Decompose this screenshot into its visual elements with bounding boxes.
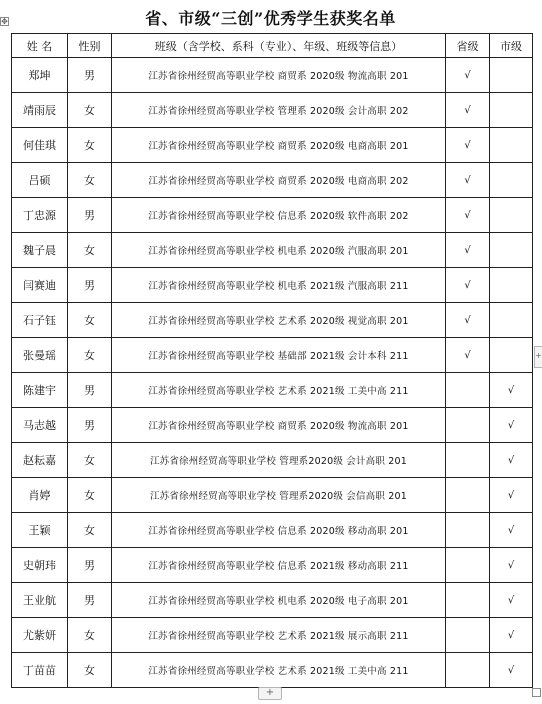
- table-row: [12, 653, 533, 688]
- cell-gender[interactable]: 女: [68, 618, 112, 653]
- table-row: [12, 303, 533, 338]
- table-row: [12, 268, 533, 303]
- cell-name[interactable]: 丁苗苗: [12, 653, 68, 688]
- cell-gender[interactable]: 男: [68, 548, 112, 583]
- cell-name[interactable]: 石子钰: [12, 303, 68, 338]
- cell-city-check[interactable]: [490, 58, 533, 93]
- cell-provincial-check[interactable]: [446, 618, 490, 653]
- table-row: [12, 163, 533, 198]
- cell-city-check[interactable]: [490, 303, 533, 338]
- cell-name[interactable]: 尤紫妍: [12, 618, 68, 653]
- cell-gender[interactable]: 女: [68, 233, 112, 268]
- table-resize-handle[interactable]: [532, 688, 541, 697]
- table-row: [12, 513, 533, 548]
- cell-name[interactable]: 王颖: [12, 513, 68, 548]
- cell-name[interactable]: 闫赛迪: [12, 268, 68, 303]
- cell-class-info[interactable]: 江苏省徐州经贸高等职业学校 机电系 2020级 汽服高职 201: [112, 233, 446, 268]
- cell-class-info[interactable]: 江苏省徐州经贸高等职业学校 基础部 2021级 会计本科 211: [112, 338, 446, 373]
- cell-provincial-check[interactable]: √: [446, 128, 490, 163]
- cell-city-check[interactable]: √: [490, 653, 533, 688]
- cell-name[interactable]: 何佳琪: [12, 128, 68, 163]
- table-row: [12, 618, 533, 653]
- cell-class-info[interactable]: 江苏省徐州经贸高等职业学校 信息系 2021级 移动高职 211: [112, 548, 446, 583]
- cell-city-check[interactable]: [490, 163, 533, 198]
- cell-class-info[interactable]: 江苏省徐州经贸高等职业学校 管理系2020级 会计高职 201: [112, 443, 446, 478]
- table-row: [12, 128, 533, 163]
- cell-city-check[interactable]: √: [490, 583, 533, 618]
- cell-gender[interactable]: 男: [68, 408, 112, 443]
- cell-name[interactable]: 郑坤: [12, 58, 68, 93]
- cell-city-check[interactable]: √: [490, 443, 533, 478]
- cell-class-info[interactable]: 江苏省徐州经贸高等职业学校 商贸系 2020级 电商高职 202: [112, 163, 446, 198]
- table-header-row: [12, 34, 533, 58]
- cell-name[interactable]: 靖雨辰: [12, 93, 68, 128]
- table-row: [12, 548, 533, 583]
- cell-provincial-check[interactable]: [446, 583, 490, 618]
- cell-provincial-check[interactable]: [446, 443, 490, 478]
- cell-gender[interactable]: 男: [68, 268, 112, 303]
- table-row: [12, 443, 533, 478]
- cell-city-check[interactable]: √: [490, 618, 533, 653]
- cell-gender[interactable]: 男: [68, 583, 112, 618]
- cell-gender[interactable]: 女: [68, 478, 112, 513]
- cell-provincial-check[interactable]: √: [446, 303, 490, 338]
- cell-provincial-check[interactable]: √: [446, 268, 490, 303]
- document-title: 省、市级“三创”优秀学生获奖名单: [145, 9, 396, 28]
- cell-gender[interactable]: 女: [68, 513, 112, 548]
- cell-gender[interactable]: 女: [68, 653, 112, 688]
- cell-provincial-check[interactable]: [446, 513, 490, 548]
- cell-gender[interactable]: 女: [68, 163, 112, 198]
- cell-gender[interactable]: 女: [68, 93, 112, 128]
- cell-provincial-check[interactable]: [446, 373, 490, 408]
- cell-provincial-check[interactable]: [446, 408, 490, 443]
- table-row: [12, 338, 533, 373]
- cell-provincial-check[interactable]: [446, 478, 490, 513]
- table-row: [12, 198, 533, 233]
- cell-class-info[interactable]: 江苏省徐州经贸高等职业学校 艺术系 2020级 视觉高职 201: [112, 303, 446, 338]
- cell-name[interactable]: 魏子晨: [12, 233, 68, 268]
- cell-class-info[interactable]: 江苏省徐州经贸高等职业学校 商贸系 2020级 电商高职 201: [112, 128, 446, 163]
- cell-class-info[interactable]: 江苏省徐州经贸高等职业学校 管理系2020级 会信高职 201: [112, 478, 446, 513]
- cell-gender[interactable]: 女: [68, 443, 112, 478]
- table-row: [12, 373, 533, 408]
- cell-class-info[interactable]: 江苏省徐州经贸高等职业学校 艺术系 2021级 展示高职 211: [112, 618, 446, 653]
- cell-class-info[interactable]: 江苏省徐州经贸高等职业学校 管理系 2020级 会计高职 202: [112, 93, 446, 128]
- cell-gender[interactable]: 女: [68, 303, 112, 338]
- cell-gender[interactable]: 女: [68, 338, 112, 373]
- cell-name[interactable]: 肖婷: [12, 478, 68, 513]
- add-row-button[interactable]: +: [258, 687, 282, 700]
- cell-name[interactable]: 史朝玮: [12, 548, 68, 583]
- cell-provincial-check[interactable]: √: [446, 163, 490, 198]
- cell-city-check[interactable]: [490, 233, 533, 268]
- cell-class-info[interactable]: 江苏省徐州经贸高等职业学校 艺术系 2021级 工美中高 211: [112, 653, 446, 688]
- table-move-handle-icon[interactable]: ✥: [1, 17, 8, 26]
- cell-provincial-check[interactable]: √: [446, 338, 490, 373]
- header-provincial: 省级: [446, 34, 490, 58]
- cell-name[interactable]: 赵耘嘉: [12, 443, 68, 478]
- cell-city-check[interactable]: √: [490, 373, 533, 408]
- cell-class-info[interactable]: 江苏省徐州经贸高等职业学校 机电系 2021级 汽服高职 211: [112, 268, 446, 303]
- cell-class-info[interactable]: 江苏省徐州经贸高等职业学校 信息系 2020级 软件高职 202: [112, 198, 446, 233]
- table-row: [12, 408, 533, 443]
- table-row: [12, 583, 533, 618]
- cell-provincial-check[interactable]: √: [446, 198, 490, 233]
- cell-class-info[interactable]: 江苏省徐州经贸高等职业学校 机电系 2020级 电子高职 201: [112, 583, 446, 618]
- cell-city-check[interactable]: [490, 93, 533, 128]
- cell-gender[interactable]: 女: [68, 128, 112, 163]
- cell-city-check[interactable]: √: [490, 513, 533, 548]
- cell-name[interactable]: 陈建宇: [12, 373, 68, 408]
- header-class-info: 班级（含学校、系科（专业）、年级、班级等信息）: [112, 34, 446, 58]
- cell-provincial-check[interactable]: √: [446, 58, 490, 93]
- cell-city-check[interactable]: √: [490, 408, 533, 443]
- table-row: [12, 58, 533, 93]
- header-city: 市级: [490, 34, 533, 58]
- cell-class-info[interactable]: 江苏省徐州经贸高等职业学校 商贸系 2020级 物流高职 201: [112, 58, 446, 93]
- cell-name[interactable]: 王业航: [12, 583, 68, 618]
- cell-gender[interactable]: 男: [68, 373, 112, 408]
- cell-name[interactable]: 吕硕: [12, 163, 68, 198]
- table-row: [12, 93, 533, 128]
- cell-name[interactable]: 马志越: [12, 408, 68, 443]
- cell-provincial-check[interactable]: [446, 548, 490, 583]
- table-row: [12, 233, 533, 268]
- cell-provincial-check[interactable]: √: [446, 233, 490, 268]
- cell-provincial-check[interactable]: [446, 653, 490, 688]
- cell-name[interactable]: 丁忠源: [12, 198, 68, 233]
- table-row: [12, 478, 533, 513]
- cell-class-info[interactable]: 江苏省徐州经贸高等职业学校 信息系 2020级 移动高职 201: [112, 513, 446, 548]
- cell-city-check[interactable]: √: [490, 478, 533, 513]
- cell-class-info[interactable]: 江苏省徐州经贸高等职业学校 艺术系 2021级 工美中高 211: [112, 373, 446, 408]
- header-gender: 性别: [68, 34, 112, 58]
- cell-city-check[interactable]: [490, 338, 533, 373]
- cell-city-check[interactable]: √: [490, 548, 533, 583]
- cell-name[interactable]: 张曼瑶: [12, 338, 68, 373]
- cell-city-check[interactable]: [490, 268, 533, 303]
- cell-city-check[interactable]: [490, 198, 533, 233]
- cell-provincial-check[interactable]: √: [446, 93, 490, 128]
- cell-city-check[interactable]: [490, 128, 533, 163]
- cell-gender[interactable]: 男: [68, 198, 112, 233]
- cell-gender[interactable]: 男: [68, 58, 112, 93]
- cell-class-info[interactable]: 江苏省徐州经贸高等职业学校 商贸系 2020级 物流高职 201: [112, 408, 446, 443]
- header-name: 姓 名: [12, 34, 68, 58]
- add-column-button[interactable]: +: [534, 346, 542, 368]
- award-table: [11, 33, 533, 688]
